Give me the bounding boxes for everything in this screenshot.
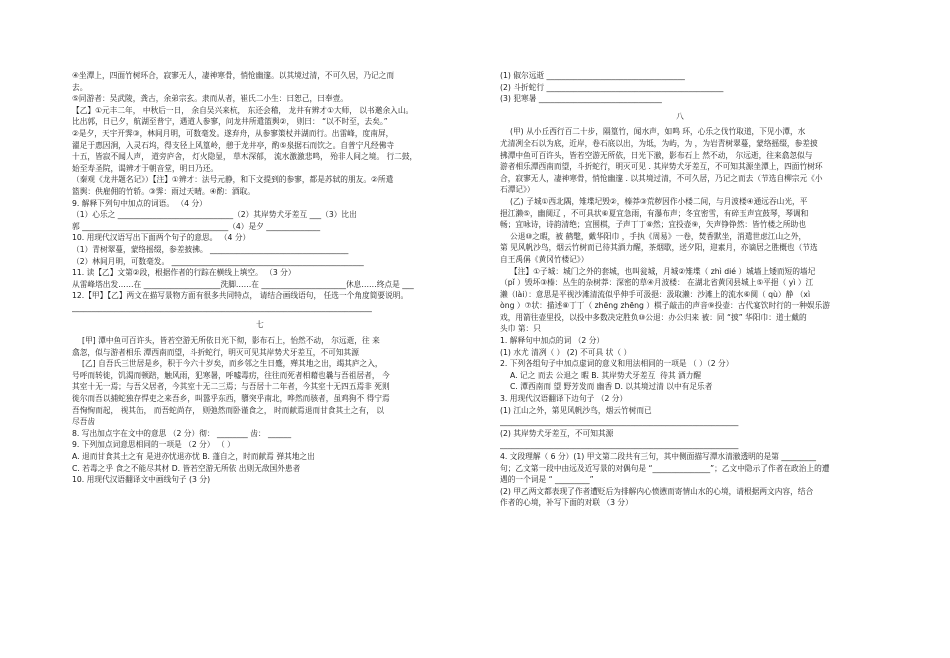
text-line: (乙) 子城①西北隅，雉堞圮毁②，榛莽③荒秽因作小楼二间，与月波楼④通远吞山光，平: [510, 196, 808, 206]
left-column: [72, 70, 448, 486]
option-line: A. 记之 而去 公退之 暇 B. 其岸势犬牙差互 ‍‍‍ 待其 酒力醒: [510, 370, 702, 380]
text-line: ④坐潭上，四面竹树环合，寂寥无人，凄神寒骨，悄怆幽邃。以其境过清，不可久居，乃记之而: [72, 71, 395, 80]
text-line: 去。: [72, 82, 88, 92]
question-line: 1. 解释句中加点的词 （2 分）: [500, 336, 605, 346]
question-line: 句；乙文第一段中由远及近写景的对偶句是 “_______________”；乙文中隐示了作者在政治上的遭: [500, 463, 830, 473]
note-line: （pǐ ）毁坏③榛：丛生的杂树莽：深密的草④月波楼： 在湖北省黄冈县城上⑤平挹（ yì ）江: [500, 278, 814, 288]
question-line: 2. 下列各组句子中加点虚词的意义和用法相同的一项是 （ ）（2 分）: [500, 359, 734, 369]
text-line: [甲] 潭中鱼可百许头，皆若空游无所依日光下彻，影布石上，怡然不动， 尔远逝，往 来: [82, 336, 380, 346]
answer-line: 郭 ______________________________________（4）是夕 ______________: [72, 221, 321, 231]
answer-line: (2) 斗折蛇行 ______________________________________________: [500, 82, 724, 92]
text-line: 石潭记》）: [500, 185, 535, 195]
right-block1: [500, 70, 860, 105]
question-line: 遇的一个词是 “ _________”: [500, 475, 594, 485]
answer-line: ______________________________________________________________: [500, 440, 739, 450]
text-line: 号呼而转徙，饥渴而顿踣，触风雨，犯寒暑，呼嘘毒疠，往往而死者相藉也曩与吾祖居者， 今: [72, 370, 390, 380]
answer-line: (1) 水尤 清冽（ ） (2) 不可具 状（ ）: [500, 347, 632, 357]
text-line: 第 见风帆沙鸟，烟云竹树而已待其酒力醒，茶烟歇，送夕阳，迎素月，亦谪居之胜概也（节选: [500, 243, 818, 253]
section-heading-seven: 七: [256, 320, 264, 330]
text-line: （秦观《龙井题名记》）【注】①辨才：法号元静，和下文提到的参寥，都是苏轼的朋友。②所遣: [72, 175, 394, 185]
text-line: 篮舆：供雇佣的竹轿。③霁：雨过天晴。④酌：酒取。: [72, 186, 255, 196]
question-line: 10. 用现代汉语写出下面两个句子的意思。 （4 分）: [72, 233, 251, 243]
text-line: ⑤同游者：吴武陵，龚古，余弟宗玄。隶而从者，崔氏二小生：曰恕己，曰奉壹。: [72, 94, 348, 104]
text-line: 畅；宜咏诗，诗韵清绝；宜围棋，子声丁丁⑧然；宜投壶⑨，矢声铮铮然：皆竹楼之所助也: [500, 220, 806, 230]
answer-line: ______________________________________________________________________________: [72, 302, 372, 312]
section-heading-eight: 八: [676, 111, 684, 121]
question-line: 12.【甲】【乙】两文在描写景物方面有很多共同特点， 请结合画线语句， 任选一个角度简要说明。: [72, 291, 409, 301]
text-line: 挹江濑⑤，幽阒辽 ，不可具状⑥夏宜急雨，有瀑布声；冬宜密雪，有碎玉声宜鼓琴，琴调和: [500, 208, 809, 218]
text-line: 【乙】①元丰二年， 中秋后一日， 余自吴兴来杭， 东还会稽， 龙井有辨才①大师， 以书邀余入山。: [72, 105, 414, 115]
text-line: 比出郭，日已夕，航湖至普宁，遇道人参寥，问龙井所遣篮舆②， 则曰： “以不时至，去矣。”: [72, 117, 388, 127]
text-line: 拂潭中鱼可百许头，皆若空游无所依，日光下澈，影布石上 然不动， 尔远逝，往来翕忽似与: [500, 150, 813, 160]
text-line: 合，寂寥无人，凄神寒骨，悄怆幽邃 . 以其境过清，不可久居，乃记之而去（节选自柳宗元《小: [500, 173, 823, 183]
answer-line: (1) 江山之外，第见风帆沙鸟，烟云竹树而已: [500, 405, 652, 415]
note-line: 【注】①子城：城门之外的套城，也叫瓮城，月城②雉堞（ zhì dié ）城墙上矮而短的墙圮: [510, 266, 816, 276]
right-column: [500, 70, 860, 509]
text-line: 翕忽，似与游者相乐 潭西南而望，斗折蛇行，明灭可见其岸势犬牙差互，不可知其源: [72, 347, 359, 357]
text-line: 徙尔而吾以捕蛇独存悍吏之来吾乡，叫嚣乎东西，隳突乎南北，哗然而骇者，虽鸡狗不 得宁焉: [72, 394, 390, 404]
text-line: 尽吾齿: [72, 417, 96, 427]
question-line: 4. 文段理解（ 6 分）(1) 甲文第二段共有三句，其中侧面描写潭水清澈透明的是第 _________: [500, 452, 816, 461]
answer-line: （1）心乐之 ______________________________（2）其岸势犬牙差互 ___（3）比出: [72, 210, 357, 220]
question-line: (2) 甲乙两文都表现了作者遭贬后为排解内心愤懑而寄情山水的心境，请根据两文内容，结合: [500, 486, 814, 496]
option-line: C. 潭西南而 望 野芳发而 幽香 D. 以其境过清 以中有足乐者: [510, 382, 713, 392]
text-line: 自王禹偁《黄冈竹楼记》）: [500, 254, 589, 264]
right-block2: [500, 126, 860, 509]
note-line: òng ）⑦状：描述⑧丁丁（ zhēng zhēng ）棋子敲击的声音⑨投壶：古代宴饮时行的一种娱乐游: [500, 301, 830, 311]
text-line: ②是夕，天宇开霁③，林间月明，可数毫发。遂弃舟，从参寥策杖并湖而行。出雷峰，度南屏，: [72, 128, 394, 138]
left-block2: [72, 335, 448, 486]
option-line: C. 若毒之乎 食之不能尽其材 D. 皆若空游无所依 出则无敌国外患者: [72, 463, 301, 473]
question-line: 9. 解释下列句中加点的词语。 （4 分）: [72, 198, 207, 208]
question-line: 3. 用现代汉语翻译下边句子 （2 分）: [500, 394, 628, 404]
question-line: 作者的心境，补写下面的对联 （3 分）: [500, 498, 633, 508]
answer-line: (2) 其岸势犬牙差互，不可知其源: [500, 428, 614, 438]
note-line: 戏，用箭往壶里投，以投中多数决定胜负⑩公退：办公归来 被：同 “披” 华阳巾：道士戴的: [500, 312, 807, 322]
answer-line: 从雷峰塔出发……在 ____________________洗脚……在 ______________________休息……终点是 ___: [72, 279, 414, 289]
answer-line: （2）林间月明，可数毫发。 __________________________________________________: [72, 256, 364, 266]
text-line: 公退⑩之暇，被 鹤氅，戴华阳巾 ，手执《周易》一卷，焚香默坐，消遣世虑江山之外，: [510, 231, 807, 241]
answer-line: ______________________________________________________________: [500, 417, 739, 427]
text-line: (甲) 从小丘西行百二十步，隔篁竹，闻水声，如鸣 环，心乐之伐竹取道，下见小潭，水: [510, 127, 806, 137]
question-line: 9. 下列加点词意思相同的一项是 （2 分） （ ）: [72, 440, 235, 450]
text-line: [乙] 自吾氏三世居是乡，积于今六十岁矣，而乡邻之生日蹙，殚其地之出，竭其庐之入，: [82, 359, 383, 369]
text-line: 游者相乐潭西南而望，斗折蛇行，明灭可见 . 其岸势犬牙差互，不可知其源坐潭上，四面竹树环: [500, 162, 823, 172]
answer-line: （1）青树翠蔓，蒙络摇缀，参差披拂。 ____________________________________: [72, 244, 349, 254]
left-block1: [72, 70, 448, 313]
question-line: 11. 读【乙】文第②段，根据作者的行踪在横线上填空。 （3 分）: [72, 268, 296, 278]
answer-line: (3) 犯寒暑 ________________________________: [500, 94, 662, 104]
note-line: 濑（lài）：意思是平视沙滩清流似乎伸手可汲挹：汲取濑：沙滩上的流水⑥阒（ qù）静 （xì: [500, 289, 811, 299]
text-line: 十五，皆寂不闻人声， 道旁庐舍， 灯火隐显， 草木深郁， 流水激激悲鸣， 殆非人间之境。 行二鼓，: [72, 152, 418, 162]
text-line: 尤清冽全石以为底，近岸，卷石底以出，为坻，为屿，为 ，为岩青树翠蔓，蒙络摇缀，参差披: [500, 138, 818, 148]
answer-line: (1) 俶尔远逝 ____________________________________: [500, 71, 685, 80]
note-line: 头巾 第：只: [500, 324, 541, 334]
option-line: A. 退而甘食其土之有 是进亦忧退亦忧 B. 蓬自之，时而献焉 弹其地之出: [72, 452, 315, 461]
text-line: 其室十无一焉；与吾父居者，今其室十无二三焉；与吾居十二年者，今其室十无四五焉非 死则: [72, 382, 390, 392]
text-line: 始至寿圣院，谒辨才于朝音堂，明日乃还。: [72, 163, 219, 173]
text-line: 濯足于惠因涧，入灵石坞，得支径上风篁岭，憩于龙井亭，酌⑤泉据石而饮之。自普宁凡经佛寺: [72, 140, 395, 150]
text-line: 吾恂恂而起， 视其缶， 而吾蛇尚存， 则弛然而卧谨食之， 时而献焉退而甘食其土之有， 以: [72, 405, 385, 415]
question-line: 10. 用现代汉语翻译文中画线句子 (3 分): [72, 475, 211, 485]
question-line: 8. 写出加点字在文中的意思 （2 分）彻： ________ 齿： ______: [72, 428, 292, 438]
